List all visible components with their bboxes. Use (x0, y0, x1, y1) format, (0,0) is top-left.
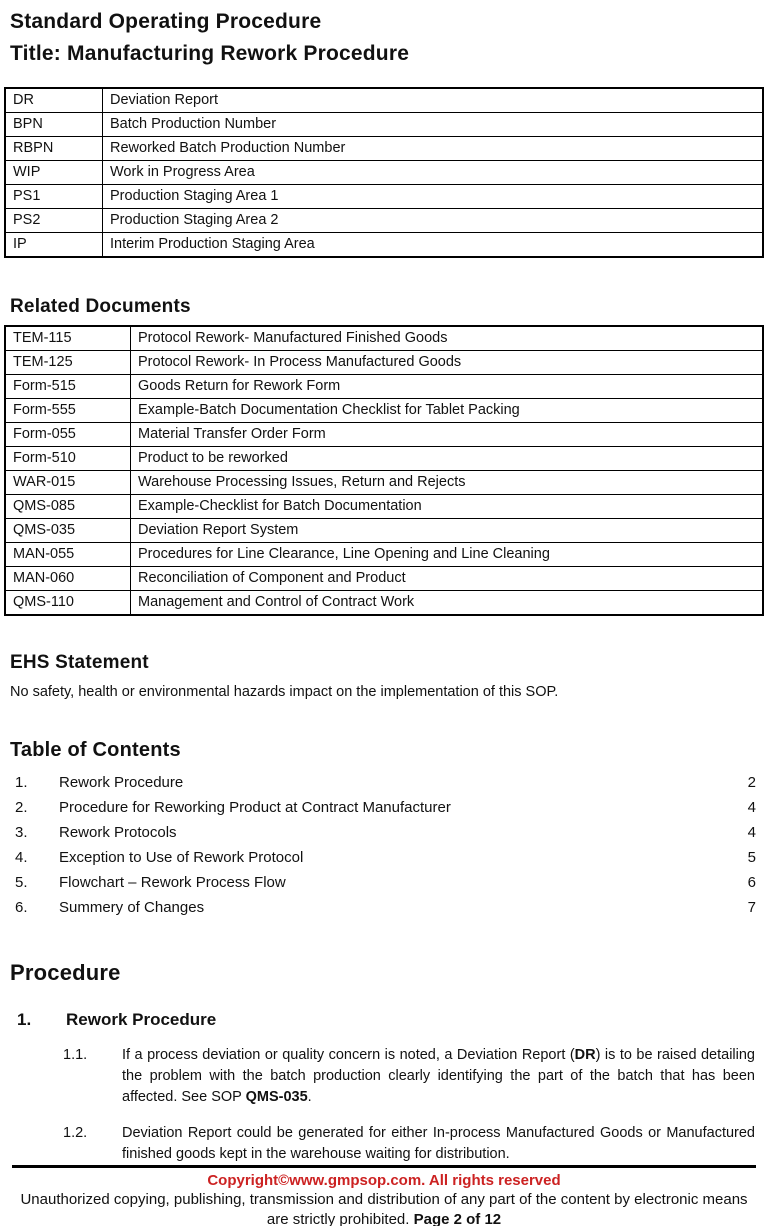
doc-description: Management and Control of Contract Work (131, 591, 764, 616)
section-1-heading (17, 1010, 758, 1030)
doc-description: Material Transfer Order Form (131, 423, 764, 447)
ehs-heading: EHS Statement (10, 652, 149, 673)
table-row (5, 399, 763, 423)
footer-disclaimer: Unauthorized copying, publishing, transmission and distribution of any part of the content by electronic means are strictly prohibited. Page 2 of 12 (20, 1191, 748, 1226)
table-row (5, 567, 763, 591)
toc-item-number: 1. (15, 774, 28, 791)
toc-heading: Table of Contents (10, 739, 181, 761)
doc-code: TEM-125 (5, 351, 131, 375)
doc-title-line1: Standard Operating Procedure (10, 10, 322, 33)
toc-item-label: Rework Procedure (59, 774, 184, 791)
toc-item-number: 4. (15, 849, 28, 866)
toc-item-page: 4 (747, 824, 756, 841)
toc-item-label: Summery of Changes (59, 899, 205, 916)
doc-code: QMS-085 (5, 495, 131, 519)
table-row (5, 375, 763, 399)
toc-item-page: 7 (747, 899, 756, 916)
abbr-description: Work in Progress Area (103, 161, 764, 185)
toc-item-page: 4 (747, 799, 756, 816)
table-row (5, 591, 763, 616)
toc-item-page: 6 (747, 874, 756, 891)
table-row (5, 447, 763, 471)
abbr-description: Batch Production Number (103, 113, 764, 137)
item-text: If a process deviation or quality concern is noted, a Deviation Report (DR) is to be raised detailing the problem with the batch production clearly identifying the part of the batch that has been affected. See SOP QMS-035. (122, 1047, 755, 1105)
toc-item-label: Flowchart – Rework Process Flow (59, 874, 286, 891)
abbr-code: IP (5, 233, 103, 258)
abbr-description: Production Staging Area 2 (103, 209, 764, 233)
toc-list (0, 770, 768, 920)
toc-item[interactable] (0, 820, 768, 845)
doc-description: Example-Checklist for Batch Documentation (131, 495, 764, 519)
table-row (5, 471, 763, 495)
procedure-item-1-1 (63, 1045, 755, 1108)
table-row (5, 326, 763, 351)
doc-code: Form-555 (5, 399, 131, 423)
page-number: Page 2 of 12 (413, 1211, 502, 1226)
procedure-item-1-2 (63, 1123, 755, 1165)
toc-item-label: Rework Protocols (59, 824, 177, 841)
doc-code: WAR-015 (5, 471, 131, 495)
table-row (5, 543, 763, 567)
table-row (5, 519, 763, 543)
doc-code: MAN-060 (5, 567, 131, 591)
footer-divider (12, 1165, 756, 1168)
table-row (5, 423, 763, 447)
abbreviations-table (4, 87, 764, 258)
table-row (5, 113, 763, 137)
toc-item[interactable] (0, 895, 768, 920)
doc-description: Protocol Rework- In Process Manufactured Goods (131, 351, 764, 375)
abbr-description: Reworked Batch Production Number (103, 137, 764, 161)
procedure-heading: Procedure (10, 960, 121, 985)
doc-code: MAN-055 (5, 543, 131, 567)
doc-code: QMS-110 (5, 591, 131, 616)
abbr-code: WIP (5, 161, 103, 185)
page-footer (0, 1165, 768, 1226)
abbr-code: DR (5, 88, 103, 113)
toc-item-page: 5 (747, 849, 756, 866)
table-row (5, 233, 763, 258)
table-row (5, 185, 763, 209)
item-number: 1.2. (63, 1125, 88, 1141)
toc-item-number: 5. (15, 874, 28, 891)
item-text: Deviation Report could be generated for either In-process Manufactured Goods or Manufactured finished goods kept in the warehouse waiting for distribution. (122, 1125, 755, 1162)
ehs-text: No safety, health or environmental hazards impact on the implementation of this SOP. (10, 684, 559, 700)
toc-item-page: 2 (747, 774, 756, 791)
doc-code: TEM-115 (5, 326, 131, 351)
toc-item-number: 3. (15, 824, 28, 841)
toc-item-number: 6. (15, 899, 28, 916)
item-number: 1.1. (63, 1047, 88, 1063)
doc-code: Form-510 (5, 447, 131, 471)
doc-title-line2: Title: Manufacturing Rework Procedure (10, 42, 410, 65)
toc-item[interactable] (0, 795, 768, 820)
section-number: 1. (17, 1010, 32, 1029)
doc-code: Form-055 (5, 423, 131, 447)
related-documents-table (4, 325, 764, 616)
toc-item-number: 2. (15, 799, 28, 816)
abbr-description: Interim Production Staging Area (103, 233, 764, 258)
doc-description: Procedures for Line Clearance, Line Opening and Line Cleaning (131, 543, 764, 567)
section-title: Rework Procedure (66, 1010, 217, 1029)
table-row (5, 88, 763, 113)
abbr-code: PS2 (5, 209, 103, 233)
toc-item-label: Exception to Use of Rework Protocol (59, 849, 304, 866)
copyright-notice: Copyright©www.gmpsop.com. All rights reserved (207, 1172, 561, 1189)
abbr-description: Production Staging Area 1 (103, 185, 764, 209)
abbr-code: PS1 (5, 185, 103, 209)
abbr-code: RBPN (5, 137, 103, 161)
doc-description: Warehouse Processing Issues, Return and Rejects (131, 471, 764, 495)
abbr-code: BPN (5, 113, 103, 137)
table-row (5, 137, 763, 161)
doc-description: Protocol Rework- Manufactured Finished Goods (131, 326, 764, 351)
doc-code: Form-515 (5, 375, 131, 399)
doc-description: Product to be reworked (131, 447, 764, 471)
related-documents-heading: Related Documents (10, 296, 191, 317)
table-row (5, 351, 763, 375)
toc-item[interactable] (0, 845, 768, 870)
toc-item[interactable] (0, 870, 768, 895)
toc-item-label: Procedure for Reworking Product at Contract Manufacturer (59, 799, 451, 816)
doc-description: Deviation Report System (131, 519, 764, 543)
table-row (5, 495, 763, 519)
toc-item[interactable] (0, 770, 768, 795)
table-row (5, 209, 763, 233)
doc-description: Example-Batch Documentation Checklist for Tablet Packing (131, 399, 764, 423)
abbr-description: Deviation Report (103, 88, 764, 113)
table-row (5, 161, 763, 185)
doc-description: Goods Return for Rework Form (131, 375, 764, 399)
doc-description: Reconciliation of Component and Product (131, 567, 764, 591)
doc-code: QMS-035 (5, 519, 131, 543)
